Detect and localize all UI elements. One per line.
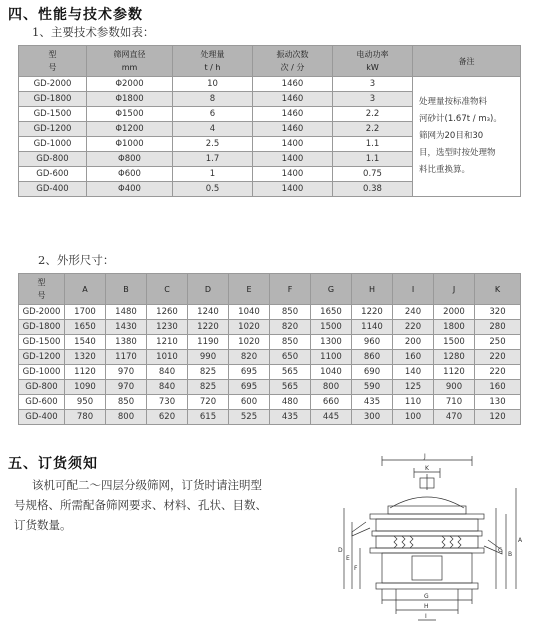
- table-cell: 970: [106, 380, 147, 395]
- table-cell: 840: [147, 365, 188, 380]
- section-title-performance: 四、性能与技术参数: [8, 7, 143, 23]
- table-cell: 480: [270, 395, 311, 410]
- table-cell: 970: [106, 365, 147, 380]
- header-label: J: [452, 284, 456, 294]
- table-cell: 1230: [147, 320, 188, 335]
- table-cell: 1170: [106, 350, 147, 365]
- table-cell: 1500: [434, 335, 475, 350]
- table-cell: 280: [475, 320, 521, 335]
- table-cell: 110: [393, 395, 434, 410]
- header-label: 电动功率: [356, 50, 389, 59]
- table-cell: GD-600: [19, 167, 87, 182]
- header-cell: [352, 274, 393, 305]
- table-cell: 8: [173, 92, 253, 107]
- header-unit: 次 / 分: [280, 63, 305, 72]
- table-cell: 720: [188, 395, 229, 410]
- table-cell: GD-1500: [19, 335, 65, 350]
- table-cell: 800: [106, 410, 147, 425]
- table-cell: 660: [311, 395, 352, 410]
- table-cell: 1800: [434, 320, 475, 335]
- header-label: 备注: [458, 56, 475, 66]
- section-title-ordering: 五、订货须知: [8, 456, 98, 472]
- table-cell: Φ1000: [87, 137, 173, 152]
- dim-label-j: J: [424, 453, 426, 460]
- table-cell: Φ800: [87, 152, 173, 167]
- table-cell: GD-1800: [19, 92, 87, 107]
- header-label: 处理量: [200, 50, 225, 59]
- header-label: 型: [37, 278, 46, 287]
- header-unit: mm: [121, 63, 138, 72]
- table-cell: 1300: [311, 335, 352, 350]
- table-cell: 1480: [106, 305, 147, 320]
- dim-label-k: K: [425, 465, 429, 472]
- table-cell: 1400: [253, 167, 333, 182]
- remarks-line: 河砂计(1.67t / m₃)。: [419, 114, 502, 124]
- table-row: [19, 395, 521, 410]
- table-cell: 1090: [65, 380, 106, 395]
- table-cell: Φ400: [87, 182, 173, 197]
- table-cell: GD-1000: [19, 365, 65, 380]
- table-cell: 1700: [65, 305, 106, 320]
- header-unit: kW: [366, 63, 379, 72]
- table-cell: 1460: [253, 92, 333, 107]
- header-label: 振动次数: [276, 50, 309, 59]
- table-cell: 1: [173, 167, 253, 182]
- table-cell: 960: [352, 335, 393, 350]
- table-cell: 1380: [106, 335, 147, 350]
- table-cell: 300: [352, 410, 393, 425]
- table-cell: 730: [147, 395, 188, 410]
- remarks-line: 筛网为20目和30: [419, 131, 484, 141]
- table-cell: GD-1500: [19, 107, 87, 122]
- header-label: H: [368, 284, 375, 294]
- table-cell: GD-2000: [19, 305, 65, 320]
- table-cell: 780: [65, 410, 106, 425]
- table-cell: 130: [475, 395, 521, 410]
- header-label: F: [287, 284, 293, 294]
- subheading-dimensions: 2、外形尺寸：: [38, 253, 115, 267]
- table-cell: 250: [475, 335, 521, 350]
- table-row: [19, 305, 521, 320]
- table-cell: 1320: [65, 350, 106, 365]
- table-row: [19, 350, 521, 365]
- table-cell: 1400: [253, 182, 333, 197]
- table-cell: 615: [188, 410, 229, 425]
- dim-label-f: F: [354, 565, 358, 572]
- table-cell: Φ1500: [87, 107, 173, 122]
- table-cell: 240: [393, 305, 434, 320]
- remarks-line: 目，选型时按处理物: [419, 148, 496, 158]
- ordering-line-1: 该机可配二～四层分级筛网，订货时请注明型: [32, 478, 262, 492]
- header-cell: [173, 46, 253, 77]
- header-cell: [434, 274, 475, 305]
- main-parameters-table: [18, 45, 521, 197]
- table-cell: 1020: [229, 320, 270, 335]
- dim-label-a: A: [518, 537, 523, 544]
- table-cell: 690: [352, 365, 393, 380]
- header-label: K: [494, 284, 501, 294]
- table-cell: 470: [434, 410, 475, 425]
- header-unit: 号: [48, 63, 57, 72]
- table-cell: 160: [393, 350, 434, 365]
- header-unit: t / h: [204, 63, 221, 72]
- table-cell: 1100: [311, 350, 352, 365]
- table-cell: 1220: [352, 305, 393, 320]
- table-cell: 1220: [188, 320, 229, 335]
- header-cell: [19, 274, 65, 305]
- header-cell: [270, 274, 311, 305]
- table-cell: 0.38: [333, 182, 413, 197]
- table-cell: 820: [270, 320, 311, 335]
- header-label: D: [204, 284, 212, 294]
- table-cell: 1400: [253, 137, 333, 152]
- table-cell: 990: [188, 350, 229, 365]
- table-cell: 1.1: [333, 152, 413, 167]
- ordering-line-2: 号规格、所需配备筛网要求、材料、孔状、目数、: [14, 498, 267, 512]
- header-cell: [19, 46, 87, 77]
- table-cell: 710: [434, 395, 475, 410]
- table-row: [19, 320, 521, 335]
- table-cell: 1280: [434, 350, 475, 365]
- table-cell: 1020: [229, 335, 270, 350]
- table-cell: 1.7: [173, 152, 253, 167]
- dim-label-d: D: [338, 547, 343, 554]
- table-cell: 850: [270, 335, 311, 350]
- table-cell: 1540: [65, 335, 106, 350]
- table-cell: 1430: [106, 320, 147, 335]
- table-cell: 600: [229, 395, 270, 410]
- header-label: C: [164, 284, 170, 294]
- remarks-line: 处理量按标准物料: [419, 97, 488, 107]
- table-cell: 3: [333, 77, 413, 92]
- header-cell: [188, 274, 229, 305]
- table-cell: 10: [173, 77, 253, 92]
- table-cell: 525: [229, 410, 270, 425]
- header-cell: [393, 274, 434, 305]
- dim-label-g: G: [424, 593, 429, 600]
- table-cell: 1650: [311, 305, 352, 320]
- header-label: G: [327, 284, 335, 294]
- table-cell: 900: [434, 380, 475, 395]
- table-cell: 950: [65, 395, 106, 410]
- table-cell: GD-600: [19, 395, 65, 410]
- table-cell: 320: [475, 305, 521, 320]
- table-cell: GD-1000: [19, 137, 87, 152]
- header-cell: [311, 274, 352, 305]
- dim-label-h: H: [424, 603, 429, 610]
- table-cell: 3: [333, 92, 413, 107]
- remarks-cell: [413, 77, 521, 197]
- header-label: B: [123, 284, 129, 294]
- table-cell: 2000: [434, 305, 475, 320]
- dimensions-table: [18, 273, 521, 425]
- table-cell: 220: [475, 350, 521, 365]
- table-cell: GD-1200: [19, 122, 87, 137]
- table-cell: 435: [352, 395, 393, 410]
- sieve-dimension-drawing: [336, 448, 532, 630]
- table-cell: 840: [147, 380, 188, 395]
- table-cell: 1460: [253, 122, 333, 137]
- table-cell: 650: [270, 350, 311, 365]
- table-cell: GD-1800: [19, 320, 65, 335]
- table-cell: 1460: [253, 77, 333, 92]
- table-cell: 1260: [147, 305, 188, 320]
- table-cell: 1040: [311, 365, 352, 380]
- header-label: 筛网直径: [113, 50, 146, 59]
- header-label: A: [82, 284, 88, 294]
- table-cell: Φ1800: [87, 92, 173, 107]
- table-cell: GD-800: [19, 152, 87, 167]
- table-cell: 1120: [65, 365, 106, 380]
- table-cell: 825: [188, 365, 229, 380]
- table-cell: 1010: [147, 350, 188, 365]
- header-cell: [147, 274, 188, 305]
- header-cell: [65, 274, 106, 305]
- table-cell: GD-400: [19, 182, 87, 197]
- table-cell: 220: [393, 320, 434, 335]
- header-cell: [106, 274, 147, 305]
- header-cell: [475, 274, 521, 305]
- table-cell: 2.5: [173, 137, 253, 152]
- table-cell: Φ1200: [87, 122, 173, 137]
- table-cell: 435: [270, 410, 311, 425]
- header-label: I: [411, 284, 415, 294]
- table-cell: 1650: [65, 320, 106, 335]
- dim-label-e: E: [346, 555, 350, 562]
- header-unit: 号: [37, 291, 46, 300]
- table-cell: 445: [311, 410, 352, 425]
- table-cell: Φ600: [87, 167, 173, 182]
- table-cell: GD-400: [19, 410, 65, 425]
- table-cell: 850: [270, 305, 311, 320]
- header-cell: [87, 46, 173, 77]
- table-cell: 160: [475, 380, 521, 395]
- header-label: E: [246, 284, 252, 294]
- table-cell: 1140: [352, 320, 393, 335]
- table-row: [19, 77, 521, 92]
- table-cell: 2.2: [333, 107, 413, 122]
- table-cell: 590: [352, 380, 393, 395]
- table-cell: 565: [270, 380, 311, 395]
- table-cell: 2.2: [333, 122, 413, 137]
- table-cell: 120: [475, 410, 521, 425]
- table-cell: 565: [270, 365, 311, 380]
- table-cell: 800: [311, 380, 352, 395]
- ordering-notes: [14, 475, 314, 535]
- table-row: [19, 335, 521, 350]
- table-cell: 695: [229, 380, 270, 395]
- dim-label-b: B: [508, 551, 513, 558]
- table-row: [19, 380, 521, 395]
- table-cell: 1210: [147, 335, 188, 350]
- dim-label-c: C: [498, 547, 503, 554]
- table-row: [19, 365, 521, 380]
- table-cell: 820: [229, 350, 270, 365]
- table-cell: 850: [106, 395, 147, 410]
- table-cell: 825: [188, 380, 229, 395]
- table-cell: 0.75: [333, 167, 413, 182]
- table-cell: 0.5: [173, 182, 253, 197]
- table-cell: 1190: [188, 335, 229, 350]
- table-cell: 125: [393, 380, 434, 395]
- ordering-line-3: 订货数量。: [14, 518, 72, 532]
- table-cell: 695: [229, 365, 270, 380]
- table-cell: 1500: [311, 320, 352, 335]
- table-cell: 200: [393, 335, 434, 350]
- table-cell: Φ2000: [87, 77, 173, 92]
- header-cell: [333, 46, 413, 77]
- table-cell: GD-800: [19, 380, 65, 395]
- table-cell: 140: [393, 365, 434, 380]
- table-cell: 4: [173, 122, 253, 137]
- header-cell: [253, 46, 333, 77]
- table-cell: 1240: [188, 305, 229, 320]
- table-cell: 1400: [253, 152, 333, 167]
- table-cell: 1120: [434, 365, 475, 380]
- subheading-main-params: 1、主要技术参数如表：: [32, 25, 155, 39]
- table-row: [19, 410, 521, 425]
- remarks-line: 料比重换算。: [419, 165, 471, 175]
- table-cell: 1.1: [333, 137, 413, 152]
- table-cell: GD-1200: [19, 350, 65, 365]
- table-cell: 620: [147, 410, 188, 425]
- header-cell: [413, 46, 521, 77]
- dim-label-i: I: [425, 613, 427, 620]
- header-cell: [229, 274, 270, 305]
- table-cell: 220: [475, 365, 521, 380]
- table-cell: 6: [173, 107, 253, 122]
- header-label: 型: [48, 50, 57, 59]
- table-cell: 860: [352, 350, 393, 365]
- table-cell: GD-2000: [19, 77, 87, 92]
- table-cell: 1460: [253, 107, 333, 122]
- table-cell: 1040: [229, 305, 270, 320]
- table-cell: 100: [393, 410, 434, 425]
